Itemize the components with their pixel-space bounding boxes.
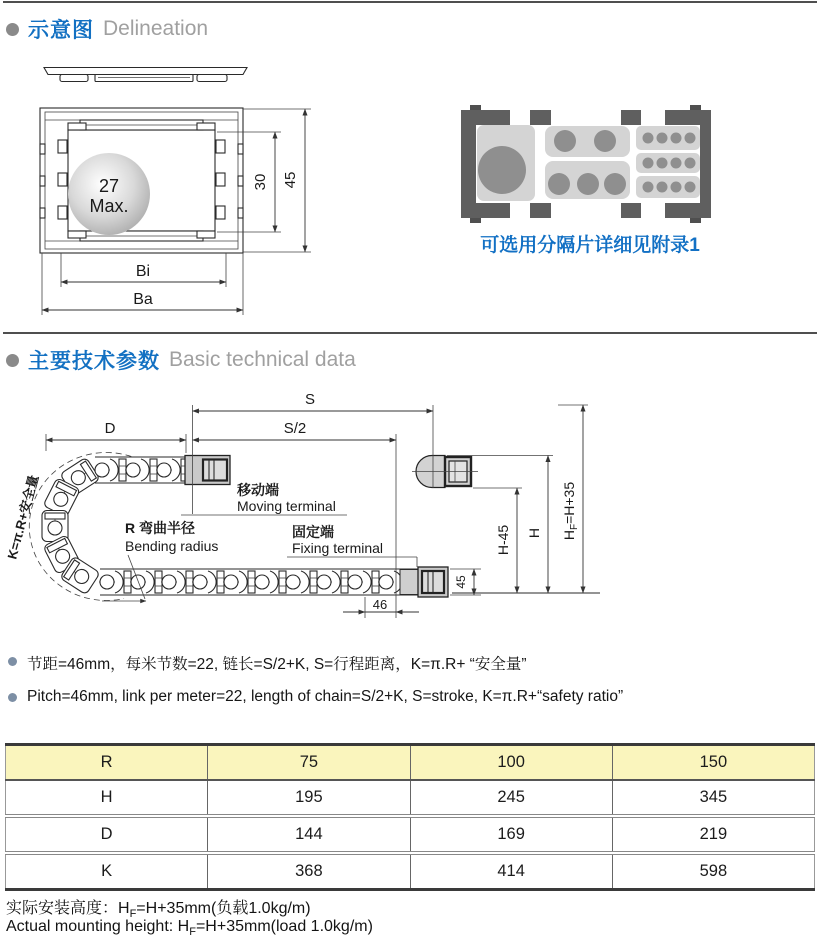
section-header-technical (6, 345, 356, 375)
k-formula-label: K=π.R+安全量 (4, 473, 42, 561)
table-header-row (6, 745, 815, 781)
table-cell: 195 (208, 780, 410, 816)
dim-D (46, 420, 186, 453)
section-divider (3, 332, 817, 334)
bullet-icon (8, 657, 17, 666)
label-moving-terminal (181, 482, 347, 515)
svg-text:Bi: Bi (135, 263, 151, 280)
lid-crossbar (44, 68, 247, 82)
table-header-cell: R (6, 745, 208, 781)
radius-data-table (5, 743, 815, 891)
bullet-icon (6, 354, 19, 367)
table-header-cell: 150 (612, 745, 814, 781)
table-cell: 414 (410, 853, 612, 890)
table-row (6, 853, 815, 890)
dim-inner-width (61, 253, 226, 287)
svg-text:45: 45 (282, 171, 299, 189)
moving-terminal (185, 456, 230, 485)
fixing-terminal (400, 567, 448, 597)
table-cell: 169 (410, 816, 612, 853)
separator-compartments (477, 125, 700, 201)
table-cell: 368 (208, 853, 410, 890)
floating-terminal (412, 456, 478, 488)
table-cell: 144 (208, 816, 410, 853)
table-cell: K (6, 853, 208, 890)
chain-upper-run (94, 457, 188, 483)
dim-45 (450, 569, 481, 595)
cross-section-drawing (18, 52, 338, 332)
table-cell: 345 (612, 780, 814, 816)
section-title-zh: 主要技术参数 (28, 350, 160, 373)
ball-unit: Max. (89, 196, 129, 216)
table-cell: 598 (612, 853, 814, 890)
table-cell: 245 (410, 780, 612, 816)
table-cell: H (6, 780, 208, 816)
table-cell: D (6, 816, 208, 853)
table-header-cell: 75 (208, 745, 410, 781)
section-divider (3, 1, 817, 3)
svg-text:HF=H+35: $H_F=H+35$ (561, 481, 580, 541)
section-title-en: Delineation (103, 17, 209, 40)
section-header-delineation (6, 14, 208, 44)
note-zh (8, 652, 527, 674)
svg-text:S: S (304, 391, 316, 408)
separator-option-graphic (453, 104, 723, 226)
table-row (6, 780, 815, 816)
label-fixing-terminal (287, 524, 417, 567)
svg-text:Ba: Ba (133, 291, 153, 308)
drag-chain-diagram (0, 383, 660, 651)
svg-text:D: D (104, 420, 116, 437)
max-diameter-ball (68, 153, 150, 235)
svg-text:H: H (526, 527, 542, 539)
svg-text:45: 45 (454, 575, 468, 589)
svg-text:46: 46 (372, 597, 388, 612)
note-en (8, 688, 623, 706)
section-title-zh: 示意图 (28, 19, 94, 42)
svg-text:移动端: 移动端 (237, 482, 279, 498)
mounting-height-note-en: Actual mounting height: $H_F=H+35mm(load$ 1.0kg/m) (6, 918, 373, 939)
bullet-icon (6, 23, 19, 36)
mounting-height-note-zh: 实际安装高度：$H_F=H+35mm$(负载1.0kg/m) (6, 900, 311, 921)
svg-text:Moving terminal: Moving terminal (237, 498, 336, 514)
ball-value: 27 (98, 176, 120, 196)
dim-46 (343, 597, 419, 618)
svg-text:Bending radius: Bending radius (125, 538, 219, 554)
svg-text:H-45: H-45 (495, 524, 511, 556)
note-text-zh: 节距=46mm，每米节数=22, 链长=S/2+K, S=行程距离，K=π.R+ “安全量” (27, 656, 527, 673)
svg-text:S/2: S/2 (283, 420, 307, 437)
section-title-en: Basic technical data (169, 348, 356, 371)
dim-S (193, 391, 434, 514)
bullet-icon (8, 693, 17, 702)
dim-H45 (473, 488, 522, 593)
svg-text:30: 30 (252, 173, 269, 191)
svg-text:固定端: 固定端 (292, 524, 334, 540)
svg-text:Fixing terminal: Fixing terminal (292, 540, 384, 556)
table-row (6, 816, 815, 853)
table-header-cell: 100 (410, 745, 612, 781)
note-text-en: Pitch=46mm, link per meter=22, length of chain=S/2+K, S=stroke, K=π.R+“safety ratio” (27, 688, 624, 705)
chain-bend-links (42, 457, 100, 594)
dim-HF (558, 405, 588, 593)
svg-text:R 弯曲半径: R 弯曲半径 (125, 520, 195, 536)
chain-lower-run (99, 569, 418, 595)
table-cell: 219 (612, 816, 814, 853)
separator-caption: 可选用分隔片详细见附录1 (480, 235, 700, 256)
